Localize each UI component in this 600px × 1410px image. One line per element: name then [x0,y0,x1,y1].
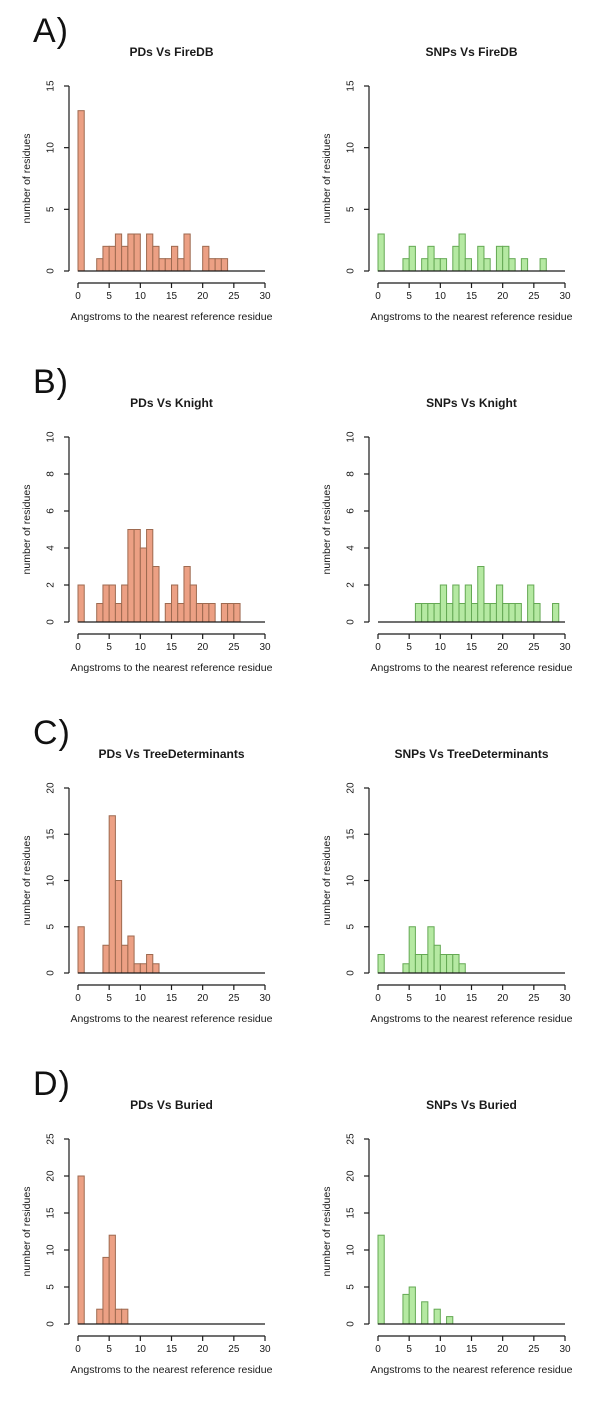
x-tick-label: 10 [134,1344,146,1355]
histogram-bar [147,234,153,271]
y-tick-label: 15 [345,80,357,92]
chart-title: PDs Vs Knight [130,396,213,410]
y-tick-label: 10 [345,142,357,154]
y-axis [346,431,369,625]
x-tick-label: 10 [434,642,446,653]
histogram-bars [78,530,240,623]
histogram-bar [496,246,502,271]
histogram-bar [221,259,227,271]
x-tick-label: 0 [375,993,381,1004]
x-tick-label: 5 [106,642,112,653]
histogram-bar [478,567,484,623]
x-tick-label: 5 [106,291,112,302]
histogram-bar [178,604,184,623]
histogram-bar [122,246,128,271]
histogram-bar [422,955,428,974]
histogram-bar [447,1317,453,1324]
x-tick-label: 15 [465,1344,478,1355]
histogram-bar [140,964,146,973]
y-tick-label: 0 [45,1321,57,1327]
histogram-bar [109,585,115,622]
histogram-bars [378,927,465,973]
y-axis-label: number of residues [321,484,333,575]
histogram-bar [503,246,509,271]
histogram-bar [172,246,178,271]
x-tick-label: 30 [259,291,271,302]
histogram-bar [228,604,234,623]
histogram-bar [172,585,178,622]
histogram-bar [234,604,240,623]
histogram-bar [165,604,171,623]
y-tick-label: 10 [45,142,57,154]
histogram-bar [434,945,440,973]
histogram-bar [534,604,540,623]
y-tick-label: 0 [45,970,57,976]
panel-section-b [0,357,600,708]
histogram-bar [109,1235,115,1324]
chart-title: SNPs Vs TreeDeterminants [394,747,549,761]
histogram-bar [528,585,534,622]
chart-svg-snps-vs-firedb [300,6,600,336]
x-tick-label: 30 [559,642,571,653]
x-tick-label: 25 [528,1344,540,1355]
histogram-bar [378,955,384,974]
y-tick-label: 25 [45,1133,57,1145]
histogram-bar [103,585,109,622]
histogram-bar [440,259,446,271]
histogram-bars [78,1176,128,1324]
histogram-bar [434,604,440,623]
x-tick-label: 20 [497,291,509,302]
section-label: C) [33,714,71,752]
x-tick-label: 10 [134,642,146,653]
x-tick-label: 15 [165,993,178,1004]
y-tick-label: 0 [45,619,57,625]
histogram-bar [184,567,190,623]
x-tick-label: 0 [375,642,381,653]
y-tick-label: 10 [45,1244,57,1256]
histogram-bar [428,246,434,271]
histogram-bar [440,585,446,622]
x-axis [75,985,271,1004]
histogram-bar [553,604,559,623]
y-tick-label: 0 [345,970,357,976]
histogram-bar [459,964,465,973]
histogram-bar [103,1257,109,1324]
histogram-bar [515,604,521,623]
x-tick-label: 15 [165,642,178,653]
x-tick-label: 25 [528,642,540,653]
histogram-bar [409,1287,415,1324]
panel-section-d [0,1059,600,1410]
y-tick-label: 5 [345,1284,357,1290]
histogram-bar [134,234,140,271]
y-tick-label: 10 [345,1244,357,1256]
x-tick-label: 0 [75,1344,81,1355]
x-tick-label: 5 [406,993,412,1004]
histogram-bar [128,936,134,973]
x-tick-label: 15 [465,291,478,302]
histogram-bars [378,234,546,271]
histogram-bar [97,604,103,623]
x-tick-label: 30 [559,1344,571,1355]
y-axis-label: number of residues [21,133,33,224]
x-tick-label: 10 [434,993,446,1004]
histogram-bar [378,1235,384,1324]
x-axis [75,634,271,653]
histogram-bar [115,1309,121,1324]
histogram-bar [122,1309,128,1324]
x-tick-label: 30 [259,642,271,653]
chart-title: PDs Vs FireDB [129,45,214,59]
x-tick-label: 25 [228,642,240,653]
histogram-bar [109,246,115,271]
histogram-bar [209,259,215,271]
histogram-bar [484,259,490,271]
histogram-bar [190,585,196,622]
section-label: B) [33,363,69,401]
panel-section-c [0,708,600,1059]
histogram-bar [403,259,409,271]
histogram-bar [122,945,128,973]
y-tick-label: 8 [45,471,57,477]
x-tick-label: 5 [106,1344,112,1355]
x-tick-label: 5 [406,1344,412,1355]
y-axis-label: number of residues [21,484,33,575]
x-tick-label: 0 [375,291,381,302]
chart-pds-vs-knight [0,357,300,687]
histogram-bar [147,530,153,623]
chart-svg-snps-vs-knight [300,357,600,687]
x-tick-label: 0 [375,1344,381,1355]
y-axis [346,1133,369,1327]
histogram-bar [428,604,434,623]
chart-title: SNPs Vs Knight [426,396,517,410]
x-axis [75,1336,271,1355]
histogram-bar [109,816,115,973]
x-axis-label: Angstroms to the nearest reference residue [370,1364,573,1376]
histogram-bar [159,259,165,271]
histogram-bar [153,246,159,271]
histogram-bar [403,964,409,973]
x-axis [75,283,271,302]
histogram-bar [465,585,471,622]
chart-svg-pds-vs-firedb [0,6,300,336]
charts-row [0,1059,600,1389]
histogram-bar [115,234,121,271]
histogram-bar [128,234,134,271]
y-tick-label: 5 [45,923,57,930]
y-tick-label: 0 [45,268,57,274]
x-tick-label: 25 [228,291,240,302]
y-tick-label: 20 [345,1170,357,1182]
chart-snps-vs-treedeterminants [300,708,600,1038]
y-tick-label: 6 [45,508,57,514]
y-tick-label: 2 [345,582,357,588]
x-tick-label: 15 [165,291,178,302]
x-tick-label: 0 [75,993,81,1004]
histogram-bar [115,604,121,623]
x-tick-label: 25 [528,993,540,1004]
histogram-bar [422,604,428,623]
chart-svg-pds-vs-knight [0,357,300,687]
y-tick-label: 15 [45,828,57,840]
x-tick-label: 15 [465,993,478,1004]
x-axis [375,283,571,302]
x-tick-label: 20 [197,642,209,653]
x-tick-label: 20 [197,1344,209,1355]
x-axis-label: Angstroms to the nearest reference residue [370,662,573,674]
histogram-bars [78,111,228,271]
chart-title: PDs Vs TreeDeterminants [98,747,245,761]
panel-section-a [0,6,600,357]
y-axis [346,80,369,274]
chart-pds-vs-buried [0,1059,300,1389]
histogram-bar [122,585,128,622]
histogram-bar [478,246,484,271]
histogram-bars [78,816,159,973]
x-axis-label: Angstroms to the nearest reference residue [70,1013,273,1025]
histogram-bar [103,246,109,271]
histogram-bar [509,259,515,271]
histogram-bar [128,530,134,623]
chart-title: SNPs Vs FireDB [425,45,518,59]
histogram-bar [221,604,227,623]
x-tick-label: 20 [497,993,509,1004]
histogram-bar [215,259,221,271]
x-tick-label: 15 [465,642,478,653]
y-tick-label: 20 [45,1170,57,1182]
x-tick-label: 20 [497,642,509,653]
histogram-bar [103,945,109,973]
charts-row [0,708,600,1038]
y-tick-label: 15 [45,1207,57,1219]
y-axis-label: number of residues [321,835,333,926]
histogram-bar [465,259,471,271]
x-tick-label: 5 [406,291,412,302]
x-axis [375,985,571,1004]
chart-snps-vs-buried [300,1059,600,1389]
x-axis-label: Angstroms to the nearest reference residue [370,1013,573,1025]
histogram-bar [459,234,465,271]
histogram-bar [447,955,453,974]
histogram-bar [484,604,490,623]
y-tick-label: 15 [345,1207,357,1219]
histogram-bar [403,1294,409,1324]
histogram-bar [447,604,453,623]
chart-svg-snps-vs-treedeterminants [300,708,600,1038]
y-axis [46,431,69,625]
y-axis [346,782,369,976]
y-tick-label: 5 [45,206,57,213]
chart-pds-vs-firedb [0,6,300,336]
histogram-bar [422,259,428,271]
histogram-bar [409,927,415,973]
x-tick-label: 25 [528,291,540,302]
y-tick-label: 15 [345,828,357,840]
histogram-bar [428,927,434,973]
y-tick-label: 10 [345,431,357,443]
histogram-bar [453,955,459,974]
histogram-bar [459,604,465,623]
x-tick-label: 30 [259,1344,271,1355]
histogram-bar [509,604,515,623]
x-tick-label: 20 [197,291,209,302]
y-tick-label: 20 [345,782,357,794]
charts-row [0,6,600,336]
y-tick-label: 8 [345,471,357,477]
chart-svg-pds-vs-treedeterminants [0,708,300,1038]
y-tick-label: 4 [345,545,357,551]
y-tick-label: 0 [345,619,357,625]
histogram-bar [409,246,415,271]
y-axis-label: number of residues [321,1186,333,1277]
x-axis-label: Angstroms to the nearest reference residue [370,311,573,323]
histogram-bar [209,604,215,623]
histogram-bar [540,259,546,271]
histogram-bar [78,1176,84,1324]
x-tick-label: 10 [134,291,146,302]
histogram-bar [78,585,84,622]
histogram-bar [196,604,202,623]
charts-row [0,357,600,687]
y-axis [46,80,69,274]
chart-svg-pds-vs-buried [0,1059,300,1389]
histogram-bar [140,548,146,622]
histogram-bar [147,955,153,974]
histogram-bar [453,585,459,622]
x-tick-label: 5 [106,993,112,1004]
histogram-bar [134,530,140,623]
x-tick-label: 20 [497,1344,509,1355]
histogram-bar [490,604,496,623]
histogram-bars [378,1235,453,1324]
y-tick-label: 4 [45,545,57,551]
x-tick-label: 30 [559,993,571,1004]
y-tick-label: 0 [345,268,357,274]
y-axis-label: number of residues [321,133,333,224]
x-axis-label: Angstroms to the nearest reference residue [70,1364,273,1376]
y-tick-label: 6 [345,508,357,514]
x-axis [375,634,571,653]
histogram-bar [521,259,527,271]
chart-snps-vs-firedb [300,6,600,336]
x-tick-label: 30 [259,993,271,1004]
histogram-bar [503,604,509,623]
histogram-bar [178,259,184,271]
y-tick-label: 20 [45,782,57,794]
x-tick-label: 20 [197,993,209,1004]
histogram-bar [134,964,140,973]
chart-title: PDs Vs Buried [130,1098,213,1112]
y-axis [46,1133,69,1327]
histogram-bar [203,246,209,271]
histogram-bar [78,927,84,973]
histogram-bar [97,1309,103,1324]
histogram-bars [415,567,558,623]
x-tick-label: 0 [75,642,81,653]
histogram-bar [203,604,209,623]
section-label: A) [33,12,69,50]
x-tick-label: 0 [75,291,81,302]
chart-svg-snps-vs-buried [300,1059,600,1389]
y-tick-label: 5 [345,206,357,213]
x-tick-label: 30 [559,291,571,302]
histogram-bar [165,259,171,271]
chart-pds-vs-treedeterminants [0,708,300,1038]
y-tick-label: 25 [345,1133,357,1145]
histogram-bar [378,234,384,271]
histogram-bar [115,881,121,974]
histogram-bar [434,259,440,271]
y-axis-label: number of residues [21,1186,33,1277]
histogram-bar [422,1302,428,1324]
histogram-bar [434,1309,440,1324]
y-tick-label: 10 [345,874,357,887]
y-tick-label: 0 [345,1321,357,1327]
histogram-bar [440,955,446,974]
chart-title: SNPs Vs Buried [426,1098,517,1112]
section-label: D) [33,1065,71,1103]
x-tick-label: 10 [434,1344,446,1355]
y-tick-label: 15 [45,80,57,92]
histogram-bar [415,604,421,623]
y-axis [46,782,69,976]
histogram-bar [78,111,84,271]
histogram-bar [415,955,421,974]
x-tick-label: 15 [165,1344,178,1355]
x-axis-label: Angstroms to the nearest reference residue [70,662,273,674]
chart-snps-vs-knight [300,357,600,687]
x-axis [375,1336,571,1355]
histogram-bar [472,604,478,623]
y-tick-label: 10 [45,431,57,443]
x-tick-label: 10 [434,291,446,302]
x-tick-label: 25 [228,993,240,1004]
histogram-bar [184,234,190,271]
y-tick-label: 5 [345,923,357,930]
histogram-bar [153,567,159,623]
y-tick-label: 10 [45,874,57,887]
x-axis-label: Angstroms to the nearest reference residue [70,311,273,323]
histogram-bar [453,246,459,271]
y-tick-label: 5 [45,1284,57,1290]
histogram-bar [97,259,103,271]
x-tick-label: 5 [406,642,412,653]
y-axis-label: number of residues [21,835,33,926]
histogram-bar [496,585,502,622]
x-tick-label: 10 [134,993,146,1004]
x-tick-label: 25 [228,1344,240,1355]
histogram-bar [153,964,159,973]
y-tick-label: 2 [45,582,57,588]
